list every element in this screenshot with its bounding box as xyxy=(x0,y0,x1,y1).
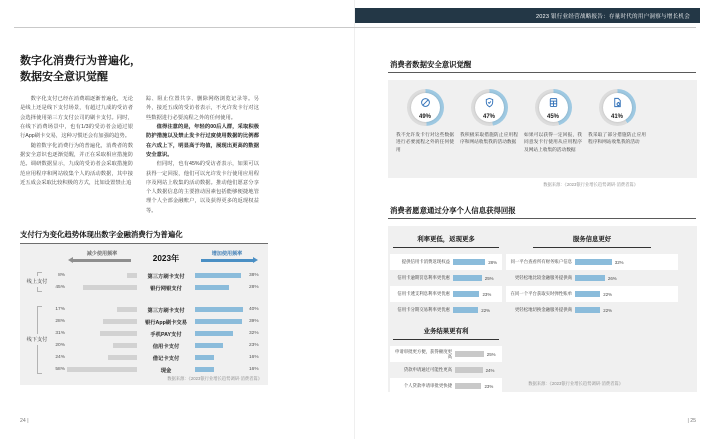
group-rows xyxy=(50,304,264,376)
chart-row-label: 信用卡支付 xyxy=(152,343,180,350)
hbar-value: 25% xyxy=(486,351,496,357)
chart-row-label: 第三方刷卡支付 xyxy=(147,273,185,280)
decrease-value: 20% xyxy=(55,343,65,349)
paragraph: 踪、阻止位置共享、删除网络浏览记录等。另外，接近五成的受访者表示，不允许发卡行对这些数据进行必要流程之外的任何使用。 xyxy=(146,96,259,121)
hbar-value: 24% xyxy=(485,367,495,373)
body-column-2 xyxy=(146,95,259,216)
increase-bar-track xyxy=(195,343,247,349)
paragraph: 但同时，也有45%的受访者表示，如果可以获得一定回报，他们可以允许发卡行使用应用程序及网站上收集的活动数据。推动他们愿意分享个人数据信息的主要推动因素包括能够便捷地管理个人全部金融账户，以及获得更多的返现权益等。 xyxy=(146,161,259,214)
stat-percentage: 41% xyxy=(610,113,623,120)
group-label: 线上支付 xyxy=(26,279,48,286)
page-gutter xyxy=(354,0,355,439)
increase-value: 28% xyxy=(249,285,259,291)
increase-legend-label: 增加使用频率 xyxy=(211,251,243,257)
stat-description: 我不允许发卡行对这些数据进行必要流程之外的任何使用 xyxy=(396,132,454,152)
page-number-left: 24 | xyxy=(20,418,29,424)
hbar-row xyxy=(506,286,678,302)
stat-percentage: 49% xyxy=(418,113,431,120)
hbar-bar xyxy=(575,259,612,266)
paragraph: 数字化支付已经在消费端逐渐普遍化，无论是线上还是线下支付场景，有超过九成的受访者会选择使用第三方支付公司的刷卡支付。同时，在线下消费场景中，也有1/3的受访者会通过银行App刷卡交易，这种习惯还会有加强的趋势。 xyxy=(20,96,133,140)
increase-bar-track xyxy=(195,355,247,361)
section1-title: 消费者数据安全意识觉醒 xyxy=(390,60,472,69)
hbar-value: 28% xyxy=(488,259,497,265)
hbar-bar xyxy=(453,275,482,282)
stat-donut-inner xyxy=(539,93,568,122)
payment-trend-chart xyxy=(20,243,268,385)
group-label: 线下支付 xyxy=(26,337,48,344)
increase-bar xyxy=(195,319,242,325)
hbar-value: 32% xyxy=(614,259,624,265)
stat-donut-ring xyxy=(535,89,572,126)
hbar-row xyxy=(506,270,678,286)
bar-group-outcomes-header: 业务结果更有利 xyxy=(393,326,499,340)
decrease-value: 17% xyxy=(55,307,65,313)
chart-groups xyxy=(24,270,264,376)
stat-description: 如果可以获得一定回报，我同意发卡行使用从应用程序及网站上收集的活动数据 xyxy=(524,132,582,152)
bar-group-rates-header: 利率更低，返现更多 xyxy=(393,234,499,248)
stat-donut-ring xyxy=(407,89,444,126)
hbar-bar xyxy=(453,259,485,266)
calculator-icon xyxy=(548,95,559,113)
increase-arrow-icon xyxy=(201,259,253,262)
report-header-bar xyxy=(355,8,700,23)
decrease-bar-track xyxy=(67,355,137,361)
section2-title: 消费者愿意通过分享个人信息获得回报 xyxy=(390,206,516,215)
stat-donut-ring xyxy=(471,89,508,126)
stat-description: 我积极采取措施防止应用程序和网站收集我的活动数据 xyxy=(460,132,518,145)
bar-group-rows xyxy=(390,254,502,318)
stat-card xyxy=(521,89,585,178)
hbar-label: 更轻松地比较金融服务提供商 xyxy=(514,275,572,281)
stat-donut-inner xyxy=(475,93,504,122)
group-bracket-line xyxy=(37,272,38,277)
hbar-bar xyxy=(575,275,605,282)
hbar-value: 26% xyxy=(607,275,617,281)
body-columns xyxy=(20,95,260,216)
increase-bar-track xyxy=(195,273,247,279)
decrease-bar-track xyxy=(67,319,137,325)
hbar-value: 23% xyxy=(482,291,492,297)
chart-row-label: 银行网银支付 xyxy=(150,285,182,292)
stat-card xyxy=(585,89,649,178)
stat-card xyxy=(393,89,457,178)
hbar-bar xyxy=(453,307,478,314)
paragraph-bold: 值得注意的是，年轻的00后人群，采取积极防护措施以及禁止发卡行过度使用数据的比例都在六成上下，明显高于均值，展现出更高的数据安全意识。 xyxy=(146,123,259,158)
group-bracket-line xyxy=(37,306,38,335)
body-column-1 xyxy=(20,95,133,216)
group-rows xyxy=(50,270,264,294)
hbar-bar xyxy=(575,307,600,314)
hbar-row xyxy=(506,302,678,318)
decrease-bar xyxy=(67,367,137,373)
decrease-bar-track xyxy=(67,273,137,279)
chart-group-label-col xyxy=(24,304,50,376)
hbar-label: 在同一个平台获取实时弹性账单 xyxy=(510,291,572,297)
increase-bar-track xyxy=(195,331,247,337)
increase-bar-track xyxy=(195,307,247,313)
hbar-label: 申请审批更方便，获得额度更高 xyxy=(394,348,452,359)
hbar-row xyxy=(390,286,502,302)
increase-bar xyxy=(195,331,233,337)
hbar-value: 22% xyxy=(603,307,613,313)
increase-bar xyxy=(195,273,241,279)
decrease-bar xyxy=(117,307,137,313)
hbar-row xyxy=(390,302,502,318)
hbar-row xyxy=(390,378,502,394)
decrease-bar-track xyxy=(67,285,137,291)
hbar-value: 22% xyxy=(603,291,613,297)
hbar-bar xyxy=(453,291,479,298)
hbar-bar xyxy=(455,367,483,374)
increase-bar xyxy=(195,367,214,373)
decrease-bar xyxy=(103,319,137,325)
decrease-arrow-icon xyxy=(73,259,131,262)
group-bracket-line xyxy=(37,345,38,374)
chart-row-label: 银行App刷卡交易 xyxy=(144,319,188,326)
chart-row xyxy=(50,340,264,352)
hbar-value: 23% xyxy=(484,383,494,389)
decrease-bar xyxy=(127,273,137,279)
increase-value: 23% xyxy=(249,343,259,349)
hbar-value: 25% xyxy=(484,275,494,281)
decrease-value: 28% xyxy=(55,319,65,325)
bar-group-rates xyxy=(390,234,502,318)
hbar-label: 更轻松地切换金融服务提供商 xyxy=(514,307,572,313)
chart-row-label: 借记卡支付 xyxy=(152,355,180,362)
hbar-row xyxy=(390,270,502,286)
decrease-value: 45% xyxy=(55,285,65,291)
chart-row xyxy=(50,328,264,340)
chart-row-label: 手机PAY支付 xyxy=(150,331,182,338)
page-title xyxy=(20,54,141,86)
decrease-bar-track xyxy=(67,307,137,313)
stat-card xyxy=(457,89,521,178)
hbar-label: 提供信用卡消费返现权益 xyxy=(401,259,450,265)
bar-group-services xyxy=(506,234,678,318)
decrease-legend-label: 减少使用频率 xyxy=(86,251,118,257)
stat-description: 我采取了部分措施防止应用程序和网站收集我的活动 xyxy=(588,132,646,145)
increase-bar xyxy=(195,285,229,291)
chart-group xyxy=(24,304,264,376)
decrease-legend xyxy=(67,250,137,265)
reward-sharing-panel xyxy=(388,226,697,392)
page-title-line1: 数字化消费行为普遍化， xyxy=(20,55,141,67)
bar-group-services-header: 服务信息更好 xyxy=(533,234,651,248)
chart-row-label: 第三方刷卡支付 xyxy=(147,307,185,314)
increase-bar-track xyxy=(195,285,247,291)
decrease-value: 58% xyxy=(55,367,65,373)
decrease-bar-track xyxy=(67,331,137,337)
section1-rule xyxy=(388,72,696,73)
chart-row xyxy=(50,270,264,282)
hbar-value: 22% xyxy=(481,307,491,313)
stat-percentage: 47% xyxy=(482,113,495,120)
hbar-bar xyxy=(455,351,484,358)
chart-row xyxy=(50,304,264,316)
decrease-bar-track xyxy=(67,367,137,373)
chart-row-label: 现金 xyxy=(160,367,172,374)
increase-value: 39% xyxy=(249,319,259,325)
hbar-label: 信用卡透支利息利率更优惠 xyxy=(397,291,450,297)
hbar-label: 信用卡分期交易利率更优惠 xyxy=(397,307,450,313)
shield-icon xyxy=(484,95,495,113)
increase-bar-track xyxy=(195,319,247,325)
decrease-value: 8% xyxy=(58,273,65,279)
hbar-label: 同一平台查看所有财务账户信息 xyxy=(510,259,572,265)
decrease-bar xyxy=(83,285,137,291)
file-gear-icon xyxy=(612,95,623,113)
decrease-value: 24% xyxy=(55,355,65,361)
increase-bar xyxy=(195,343,223,349)
hbar-label: 贷款申请通过可能性更高 xyxy=(403,367,452,373)
paragraph: 随着数字化消费行为的普遍化，消费者的数据安全意识也逐渐觉醒，并正在采取相应措施防范。调研数据显示，九成的受访者会采取措施防范应用程序和网站收集个人的活动数据，其中接近五成会采取比较积极的方式，比如设置禁止追 xyxy=(20,142,133,186)
chart-row xyxy=(50,364,264,376)
decrease-bar-track xyxy=(67,343,137,349)
increase-legend xyxy=(195,250,259,265)
group-bracket-line xyxy=(37,287,38,292)
chart-source-note: 数据来源：《2023银行业增长趋势调研·消费者篇》 xyxy=(167,376,262,381)
increase-value: 38% xyxy=(249,273,259,279)
increase-value: 32% xyxy=(249,331,259,337)
page-title-line2: 数据安全意识觉醒 xyxy=(20,70,108,83)
section2-rule xyxy=(388,218,696,219)
hbar-row xyxy=(506,254,678,270)
section1-source-note: 数据来源：《2023银行业增长趋势调研·消费者篇》 xyxy=(543,182,638,187)
chart-row xyxy=(50,352,264,364)
chart-group-label-col xyxy=(24,270,50,294)
increase-bar xyxy=(195,307,243,313)
increase-bar xyxy=(195,355,214,361)
decrease-bar xyxy=(108,355,137,361)
chart-group xyxy=(24,270,264,294)
chart-row xyxy=(50,316,264,328)
stat-donut-inner xyxy=(411,93,440,122)
decrease-bar xyxy=(113,343,137,349)
chart-row xyxy=(50,282,264,294)
prohibition-icon xyxy=(420,95,431,113)
decrease-value: 31% xyxy=(55,331,65,337)
hbar-row xyxy=(390,362,502,378)
hbar-bar xyxy=(455,383,481,390)
bar-group-rows xyxy=(506,254,678,318)
page-number-right: | 25 xyxy=(687,418,696,424)
chart-header xyxy=(24,250,264,265)
chart-title: 支付行为变化趋势体现出数字金融消费行为普遍化 xyxy=(20,230,183,239)
stat-percentage: 45% xyxy=(546,113,559,120)
increase-value: 16% xyxy=(249,367,259,373)
bar-group-outcomes xyxy=(390,326,502,394)
hbar-row xyxy=(390,254,502,270)
increase-bar-track xyxy=(195,367,247,373)
report-header-title: 2023 银行业经营战略报告：存量时代的用户洞察与增长机会 xyxy=(535,13,690,20)
increase-value: 40% xyxy=(249,307,259,313)
header-rule xyxy=(14,27,696,28)
bar-group-rows xyxy=(390,346,502,394)
data-security-stats-panel xyxy=(388,80,697,178)
hbar-label: 个人贷款申请审批更快捷 xyxy=(403,383,452,389)
stat-donut-ring xyxy=(599,89,636,126)
stat-donut-inner xyxy=(603,93,632,122)
hbar-label: 信用卡逾期罚息利率更优惠 xyxy=(397,275,450,281)
increase-value: 16% xyxy=(249,355,259,361)
section2-source-note: 数据来源：《2023银行业增长趋势调研·消费者篇》 xyxy=(528,381,623,386)
chart-year-label: 2023年 xyxy=(152,253,180,263)
hbar-bar xyxy=(575,291,600,298)
hbar-row xyxy=(390,346,502,362)
decrease-bar xyxy=(100,331,137,337)
